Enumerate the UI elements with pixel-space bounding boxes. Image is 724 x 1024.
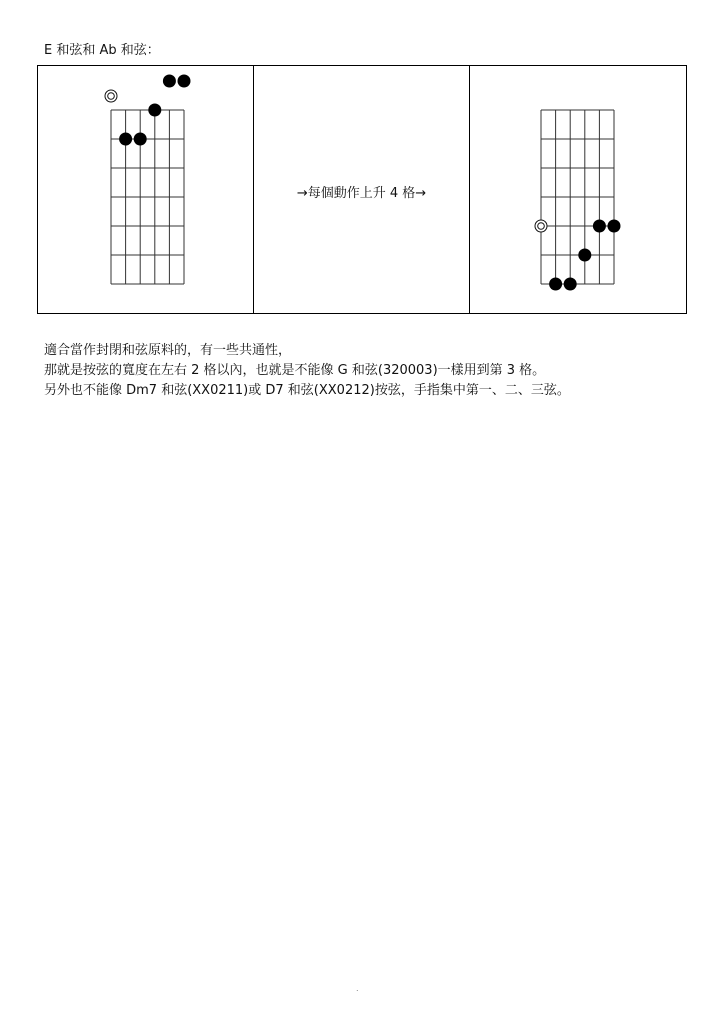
paragraph-line-3: 另外也不能像 Dm7 和弦(XX0211)或 D7 和弦(XX0212)按弦，手指集中第一、二、三弦。 bbox=[44, 383, 570, 398]
paragraph-line-1: 適合當作封閉和弦原料的，有一些共通性， bbox=[44, 343, 292, 358]
filled-dot-icon bbox=[608, 220, 621, 233]
double-circle-icon bbox=[105, 90, 117, 102]
chord-diagram-table bbox=[37, 65, 687, 314]
double-circle-icon bbox=[535, 220, 547, 232]
page-heading: E 和弦和 Ab 和弦： bbox=[44, 43, 160, 58]
ab-chord-diagram bbox=[470, 66, 686, 315]
filled-dot-icon bbox=[163, 75, 176, 88]
filled-dot-icon bbox=[134, 133, 147, 146]
chord-cell-ab bbox=[470, 66, 686, 313]
paragraph-line-2: 那就是按弦的寬度在左右 2 格以內，也就是不能像 G 和弦(320003)一樣用到第 3 格。 bbox=[44, 363, 546, 378]
filled-dot-icon bbox=[119, 133, 132, 146]
filled-dot-icon bbox=[148, 104, 161, 117]
filled-dot-icon bbox=[549, 278, 562, 291]
e-chord-diagram bbox=[38, 66, 254, 315]
fretboard-grid bbox=[541, 110, 614, 284]
filled-dot-icon bbox=[178, 75, 191, 88]
transition-cell bbox=[254, 66, 470, 313]
footer-mark: . bbox=[356, 984, 359, 993]
filled-dot-icon bbox=[564, 278, 577, 291]
filled-dot-icon bbox=[578, 249, 591, 262]
chord-cell-e bbox=[38, 66, 254, 313]
filled-dot-icon bbox=[593, 220, 606, 233]
double-circle-icon bbox=[108, 93, 115, 100]
transition-text: →每個動作上升 4 格→ bbox=[296, 186, 427, 201]
